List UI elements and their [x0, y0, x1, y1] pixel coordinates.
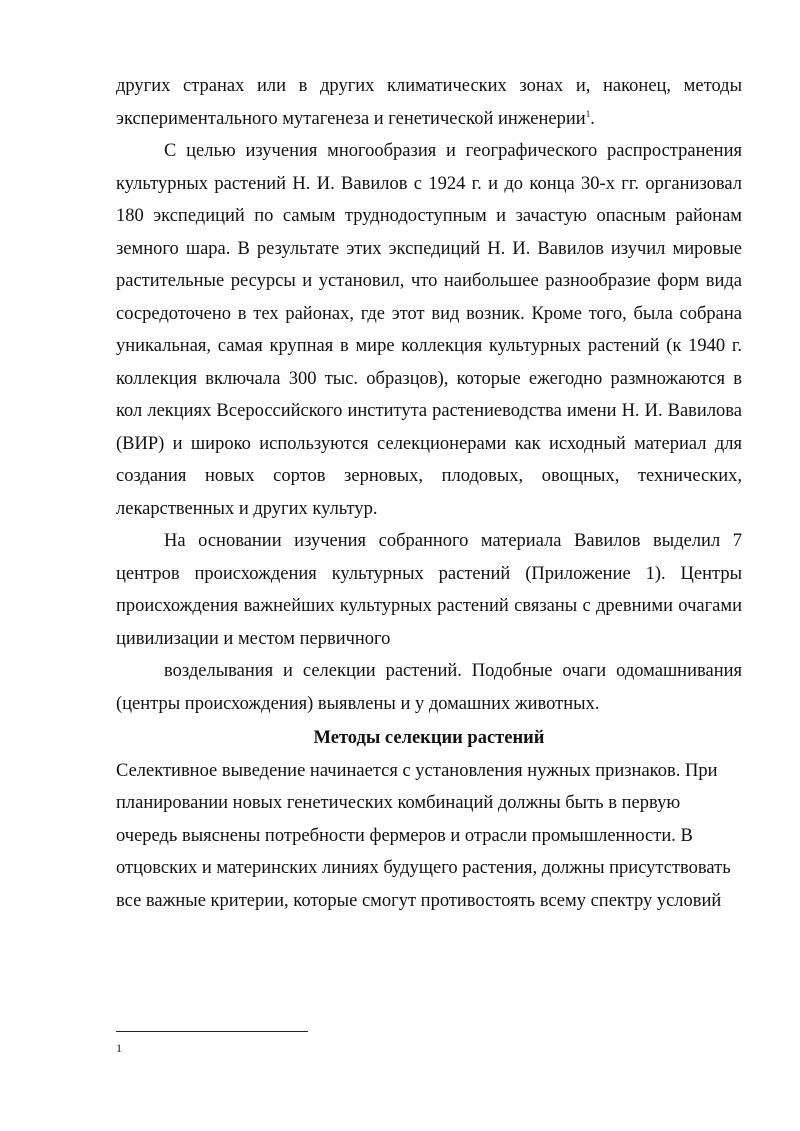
- paragraph-1-text: других странах или в других климатических зонах и, наконец, методы экспериментального мутагенеза и генетической инженерии: [116, 76, 742, 129]
- page-body: [116, 70, 742, 917]
- footnote-number: 1: [116, 1041, 122, 1055]
- paragraph-4: возделывания и селекции растений. Подобные очаги одомашнивания (центры происхождения) выявлены и у домашних животных.: [116, 661, 742, 714]
- paragraph-3: На основании изучения собранного материала Вавилов выделил 7 центров происхождения культурных растений (Приложение 1). Центры происхождения важнейших культурных растений связаны с древними очагами цивилизации и местом первичного: [116, 531, 742, 649]
- footnote-reference[interactable]: 1: [585, 108, 591, 119]
- paragraph-1-end: .: [590, 108, 595, 129]
- paragraph-1: [116, 70, 742, 135]
- paragraph-2: С целью изучения многообразия и географического распространения культурных растений Н. И. Вавилов с 1924 г. и до конца 30-х гг. организовал 180 экспедиций по самым труднодоступным и зачастую опасным районам земного шара. В результате этих экспедиций Н. И. Вавилов изучил мировые растительные ресурсы и установил, что наибольшее разнообразие форм вида сосредоточено в тех районах, где этот вид возник. Кроме того, была собрана уникальная, самая крупная в мире коллекция культурных растений (к 1940 г. коллекция включала 300 тыс. образцов), которые ежегодно размножаются в кол лекциях Всероссийского института растениеводства имени Н. И. Вавилова (ВИР) и широко используются селекционерами как исходный материал для создания новых сортов зерновых, плодовых, овощных, технических, лекарственных и других культур.: [116, 141, 742, 519]
- section-heading: Методы селекции растений: [313, 728, 545, 748]
- footnote-separator: [116, 1031, 308, 1032]
- paragraph-5: Селективное выведение начинается с установления нужных признаков. При планировании новых генетических комбинаций должны быть в первую очередь выяснены потребности фермеров и отрасли промышленности. В отцовских и материнских линиях будущего растения, должны присутствовать все важные критерии, которые смогут противостоять всему спектру условий: [116, 760, 731, 911]
